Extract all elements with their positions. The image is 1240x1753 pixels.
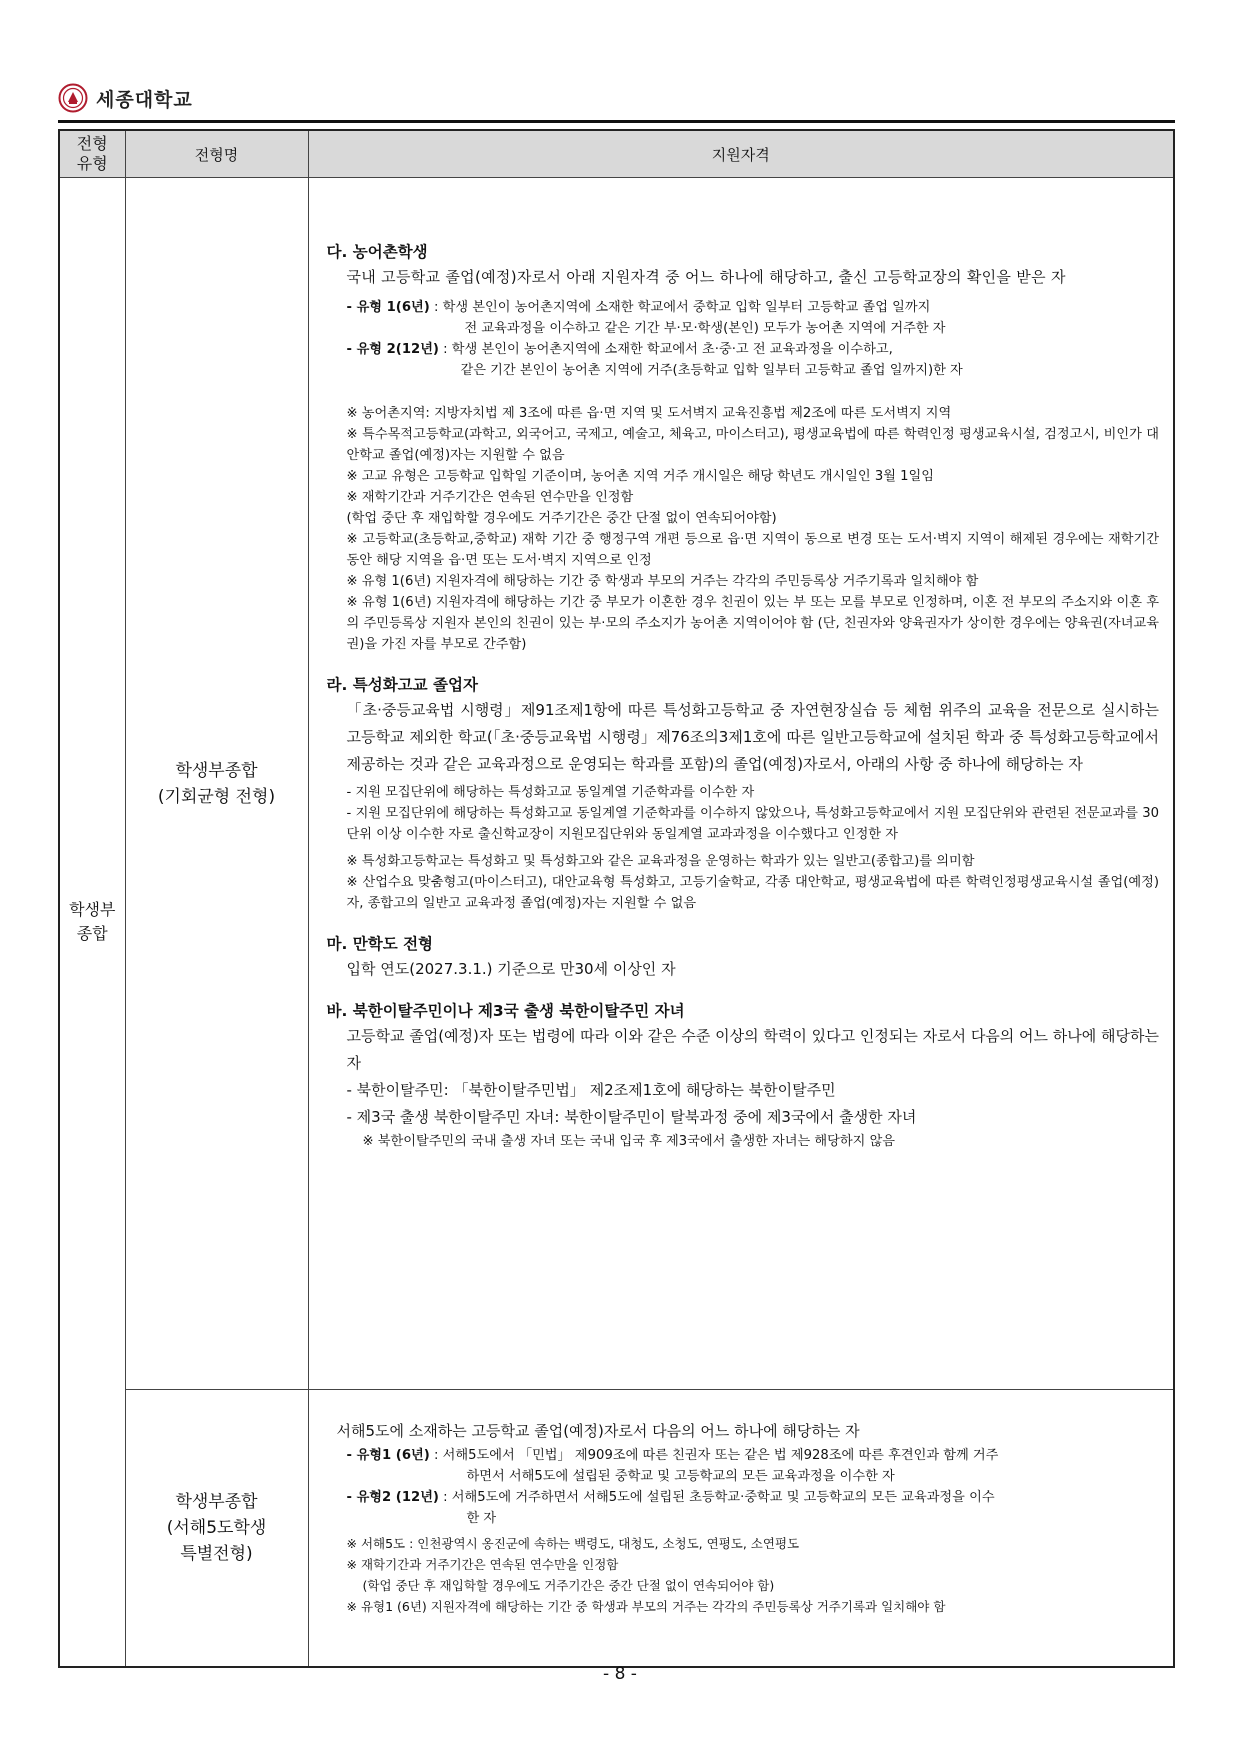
qualification-cell (308, 1390, 1174, 1667)
name-cell: 학생부종합 (서해5도학생 특별전형) (125, 1390, 308, 1667)
table-row (59, 178, 1174, 1390)
note: ※ 농어촌지역: 지방자치법 제 3조에 따른 읍·면 지역 및 도서벽지 교육진흥법 제2조에 따른 도서벽지 지역 (346, 406, 952, 421)
logo-text: 세종대학교 (96, 88, 193, 111)
name-cell: 학생부종합 (기회균형 전형) (125, 178, 308, 1390)
note: ※ 유형1 (6년) 지원자격에 해당하는 기간 중 학생과 부모의 거주는 각각의 주민등록상 거주기록과 일치해야 함 (346, 1599, 946, 1614)
paragraph: 「초·중등교육법 시행령」제91조제1항에 따른 특성화고등학교 중 자연현장실습 등 체험 위주의 교육을 전문으로 실시하는 고등학교 제외한 학교(「초·중등교육법 시행령」제76조의3제1호에 따른 일반고등학교에 설치된 학과 중 특성화고등학교에서 제공하는 것과 같은 교육과정으로 운영되는 학과를 포함)의 졸업(예정)자로서, 아래의 사항 중 하나에 해당하는 자 (346, 701, 1159, 773)
page-number: - 8 - (603, 1664, 637, 1684)
list-item: - 유형 1(6년) : 학생 본인이 농어촌지역에 소재한 학교에서 중학교 입학 일부터 고등학교 졸업 일까지 (346, 300, 931, 315)
list-item: - 지원 모집단위에 해당하는 특성화고교 동일계열 기준학과를 이수한 자 (346, 785, 755, 800)
section-title: 바. 북한이탈주민이나 제3국 출생 북한이탈주민 자녀 (326, 1002, 685, 1020)
note: ※ 특수목적고등학교(과학고, 외국어고, 국제고, 예술고, 체육고, 마이스터고), 평생교육법에 따른 학력인정 평생교육시설, 검정고시, 비인가 대안학교 졸업(예정)자는 지원할 수 없음 (346, 427, 1159, 463)
note: ※ 재학기간과 거주기간은 연속된 연수만을 인정함 (346, 490, 634, 505)
note: (학업 중단 후 재입학할 경우에도 거주기간은 중간 단절 없이 연속되어야함) (346, 511, 777, 526)
list-item-cont: 전 교육과정을 이수하고 같은 기간 부·모·학생(본인) 모두가 농어촌 지역에 거주한 자 (464, 321, 946, 336)
note: (학업 중단 후 재입학할 경우에도 거주기간은 중간 단절 없이 연속되어야 함) (362, 1578, 775, 1593)
note: ※ 북한이탈주민의 국내 출생 자녀 또는 국내 입국 후 제3국에서 출생한 자녀는 해당하지 않음 (362, 1134, 896, 1149)
paragraph: 국내 고등학교 졸업(예정)자로서 아래 지원자격 중 어느 하나에 해당하고, 출신 고등학교장의 확인을 받은 자 (346, 268, 1066, 286)
university-logo (58, 80, 193, 116)
section-title: 다. 농어촌학생 (326, 243, 428, 261)
table-row (59, 1390, 1174, 1667)
list-item: - 유형1 (6년) : 서해5도에서 「민법」 제909조에 따른 친권자 또는 같은 법 제928조에 따른 후견인과 함께 거주 (346, 1448, 999, 1463)
list-item-cont: 같은 기간 본인이 농어촌 지역에 거주(초등학교 입학 일부터 고등학교 졸업 일까지)한 자 (460, 363, 963, 378)
note: ※ 유형 1(6년) 지원자격에 해당하는 기간 중 부모가 이혼한 경우 친권이 있는 부 또는 모를 부모로 인정하며, 이혼 전 부모의 주소지와 이혼 후의 주민등록상 지원자 본인의 친권이 있는 부·모의 주소지가 농어촌 지역이어야 함 (단, 친권자와 양육권자가 상이한 경우에는 양육권(자녀교육권)을 가진 자를 부모로 간주함) (346, 595, 1159, 652)
paragraph: 서해5도에 소재하는 고등학교 졸업(예정)자로서 다음의 어느 하나에 해당하는 자 (336, 1422, 860, 1440)
table-header-row (59, 130, 1174, 178)
list-item: - 제3국 출생 북한이탈주민 자녀: 북한이탈주민이 탈북과정 중에 제3국에서 출생한 자녀 (346, 1108, 917, 1126)
note: ※ 서해5도 : 인천광역시 옹진군에 속하는 백령도, 대청도, 소청도, 연평도, 소연평도 (346, 1536, 800, 1551)
section-title: 마. 만학도 전형 (326, 935, 434, 953)
header-name: 전형명 (125, 130, 308, 178)
list-item: - 북한이탈주민: 「북한이탈주민법」 제2조제1호에 해당하는 북한이탈주민 (346, 1081, 836, 1099)
note: ※ 특성화고등학교는 특성화고 및 특성화고와 같은 교육과정을 운영하는 학과가 있는 일반고(종합고)를 의미함 (346, 854, 975, 869)
header-qualification: 지원자격 (308, 130, 1174, 178)
note: ※ 고교 유형은 고등학교 입학일 기준이며, 농어촌 지역 거주 개시일은 해당 학년도 개시일인 3월 1일임 (346, 469, 935, 484)
qualification-cell (308, 178, 1174, 1390)
list-item: - 유형2 (12년) : 서해5도에 거주하면서 서해5도에 설립된 초등학교·중학교 및 고등학교의 모든 교육과정을 이수 (346, 1490, 995, 1505)
header-rule (58, 120, 1175, 123)
note: ※ 재학기간과 거주기간은 연속된 연수만을 인정함 (346, 1557, 619, 1572)
list-item-cont: 하면서 서해5도에 설립된 중학교 및 고등학교의 모든 교육과정을 이수한 자 (466, 1469, 895, 1484)
header-type: 전형 유형 (59, 130, 125, 178)
admission-table (58, 129, 1175, 1668)
list-item: - 유형 2(12년) : 학생 본인이 농어촌지역에 소재한 학교에서 초·중·고 전 교육과정을 이수하고, (346, 342, 893, 357)
university-emblem-icon (58, 83, 88, 113)
paragraph: 고등학교 졸업(예정)자 또는 법령에 따라 이와 같은 수준 이상의 학력이 있다고 인정되는 자로서 다음의 어느 하나에 해당하는 자 (346, 1027, 1159, 1072)
list-item-cont: 한 자 (466, 1511, 497, 1526)
note: ※ 유형 1(6년) 지원자격에 해당하는 기간 중 학생과 부모의 거주는 각각의 주민등록상 거주기록과 일치해야 함 (346, 574, 979, 589)
list-item: - 지원 모집단위에 해당하는 특성화고교 동일계열 기준학과를 이수하지 않았으나, 특성화고등학교에서 지원 모집단위와 관련된 전문교과를 30단위 이상 이수한 자로 출신학교장이 지원모집단위와 동일계열 교과과정을 이수했다고 인정한 자 (346, 806, 1159, 842)
type-cell: 학생부 종합 (59, 178, 125, 1667)
note: ※ 고등학교(초등학교,중학교) 재학 기간 중 행정구역 개편 등으로 읍·면 지역이 동으로 변경 또는 도서·벽지 지역이 해제된 경우에는 재학기간 동안 해당 지역을 읍·면 또는 도서·벽지 지역으로 인정 (346, 532, 1159, 568)
paragraph: 입학 연도(2027.3.1.) 기준으로 만30세 이상인 자 (346, 960, 676, 978)
note: ※ 산업수요 맞춤형고(마이스터고), 대안교육형 특성화고, 고등기술학교, 각종 대안학교, 평생교육법에 따른 학력인정평생교육시설 졸업(예정)자, 종합고의 일반고 교육과정 졸업(예정)자는 지원할 수 없음 (346, 875, 1159, 911)
section-title: 라. 특성화고교 졸업자 (326, 676, 478, 694)
